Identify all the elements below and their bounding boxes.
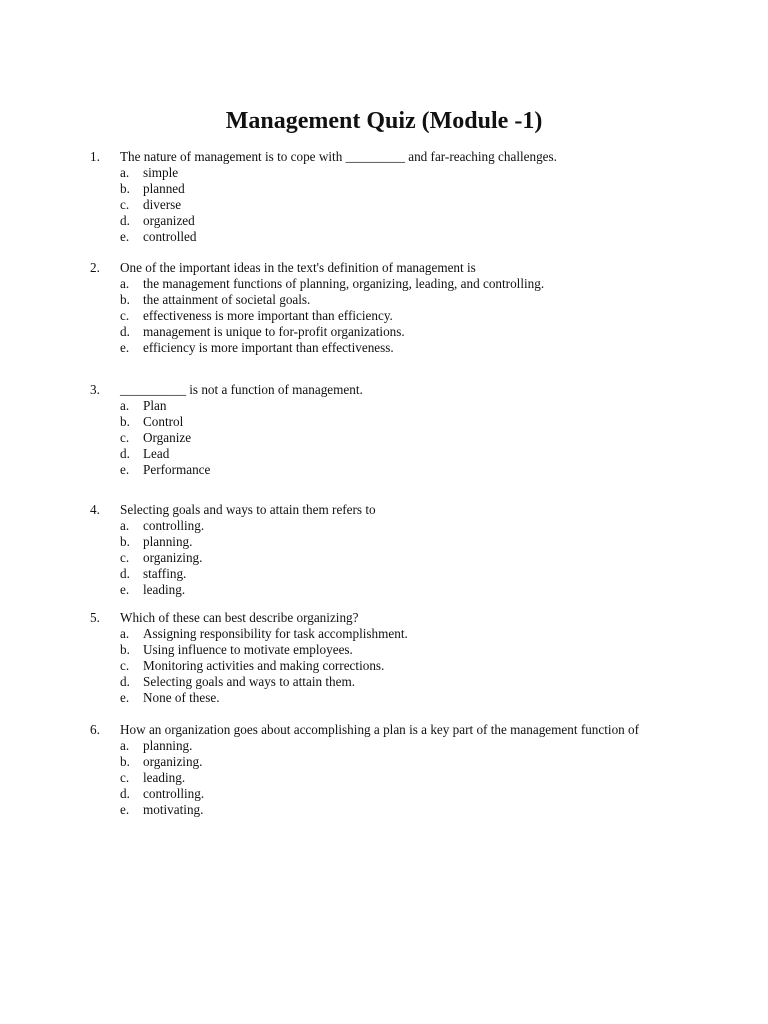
option-item <box>0 229 768 245</box>
option-text: organizing. <box>143 550 203 565</box>
question-text: Which of these can best describe organizing? <box>120 610 359 625</box>
question-text: One of the important ideas in the text's definition of management is <box>120 260 476 275</box>
option-item <box>0 446 768 462</box>
option-text: Using influence to motivate employees. <box>143 642 353 657</box>
option-letter: e. <box>120 690 130 705</box>
option-letter: d. <box>120 786 130 801</box>
option-text: motivating. <box>143 802 204 817</box>
option-text: organized <box>143 213 195 228</box>
option-list <box>0 626 768 706</box>
option-item <box>0 292 768 308</box>
option-text: management is unique to for-profit organizations. <box>143 324 405 339</box>
option-list <box>0 276 768 356</box>
option-letter: a. <box>120 165 130 180</box>
question-1 <box>0 149 768 245</box>
question-number: 5. <box>90 610 100 625</box>
option-text: Control <box>143 414 184 429</box>
option-item <box>0 738 768 754</box>
option-item <box>0 308 768 324</box>
option-letter: b. <box>120 642 130 657</box>
option-letter: e. <box>120 802 130 817</box>
option-text: controlled <box>143 229 197 244</box>
option-text: leading. <box>143 582 186 597</box>
option-letter: c. <box>120 550 130 565</box>
option-item <box>0 340 768 356</box>
option-letter: c. <box>120 770 130 785</box>
option-letter: e. <box>120 582 130 597</box>
option-item <box>0 642 768 658</box>
option-text: the attainment of societal goals. <box>143 292 311 307</box>
option-item <box>0 754 768 770</box>
question-number: 3. <box>90 382 100 397</box>
option-item <box>0 786 768 802</box>
page-title: Management Quiz (Module -1) <box>225 108 543 134</box>
question-5 <box>0 610 768 706</box>
option-letter: b. <box>120 181 130 196</box>
option-text: planning. <box>143 738 193 753</box>
option-text: Monitoring activities and making corrections. <box>143 658 385 673</box>
question-text: How an organization goes about accomplishing a plan is a key part of the management function of <box>120 722 640 737</box>
option-item <box>0 674 768 690</box>
option-text: simple <box>143 165 179 180</box>
option-letter: c. <box>120 308 130 323</box>
option-text: Organize <box>143 430 192 445</box>
option-list <box>0 518 768 598</box>
option-letter: e. <box>120 229 130 244</box>
question-2 <box>0 260 768 356</box>
option-letter: d. <box>120 674 130 689</box>
option-item <box>0 414 768 430</box>
option-letter: b. <box>120 754 130 769</box>
option-letter: d. <box>120 446 130 461</box>
option-letter: a. <box>120 276 130 291</box>
option-item <box>0 770 768 786</box>
option-item <box>0 658 768 674</box>
option-letter: c. <box>120 430 130 445</box>
question-number: 6. <box>90 722 100 737</box>
option-text: None of these. <box>143 690 220 705</box>
option-text: leading. <box>143 770 186 785</box>
option-letter: b. <box>120 292 130 307</box>
question-text: The nature of management is to cope with _________ and far-reaching challenges. <box>120 149 557 164</box>
option-text: organizing. <box>143 754 203 769</box>
question-number: 1. <box>90 149 100 164</box>
option-item <box>0 165 768 181</box>
option-item <box>0 582 768 598</box>
question-number: 2. <box>90 260 100 275</box>
option-letter: d. <box>120 324 130 339</box>
option-letter: b. <box>120 534 130 549</box>
option-text: the management functions of planning, organizing, leading, and controlling. <box>143 276 545 291</box>
option-text: staffing. <box>143 566 187 581</box>
option-item <box>0 181 768 197</box>
option-item <box>0 197 768 213</box>
option-text: Selecting goals and ways to attain them. <box>143 674 356 689</box>
option-item <box>0 324 768 340</box>
question-3 <box>0 382 768 478</box>
option-text: Assigning responsibility for task accomplishment. <box>143 626 408 641</box>
option-text: diverse <box>143 197 182 212</box>
option-item <box>0 626 768 642</box>
option-item <box>0 276 768 292</box>
option-text: controlling. <box>143 518 205 533</box>
option-list <box>0 398 768 478</box>
option-text: Plan <box>143 398 167 413</box>
option-item <box>0 430 768 446</box>
option-item <box>0 213 768 229</box>
question-text: __________ is not a function of management. <box>120 382 363 397</box>
option-letter: a. <box>120 398 130 413</box>
option-item <box>0 398 768 414</box>
option-text: efficiency is more important than effectiveness. <box>143 340 394 355</box>
option-letter: e. <box>120 340 130 355</box>
option-letter: c. <box>120 658 130 673</box>
option-item <box>0 462 768 478</box>
option-item <box>0 534 768 550</box>
option-text: controlling. <box>143 786 205 801</box>
option-letter: d. <box>120 566 130 581</box>
option-list <box>0 738 768 818</box>
option-item <box>0 550 768 566</box>
option-letter: d. <box>120 213 130 228</box>
option-item <box>0 690 768 706</box>
option-item <box>0 518 768 534</box>
option-item <box>0 566 768 582</box>
option-letter: c. <box>120 197 130 212</box>
question-4 <box>0 502 768 598</box>
option-letter: e. <box>120 462 130 477</box>
question-text: Selecting goals and ways to attain them refers to <box>120 502 376 517</box>
option-letter: a. <box>120 626 130 641</box>
option-letter: a. <box>120 518 130 533</box>
question-6 <box>0 722 768 818</box>
option-text: Lead <box>143 446 170 461</box>
option-text: Performance <box>143 462 211 477</box>
question-number: 4. <box>90 502 100 517</box>
option-letter: b. <box>120 414 130 429</box>
option-text: effectiveness is more important than efficiency. <box>143 308 393 323</box>
option-text: planned <box>143 181 185 196</box>
option-list <box>0 165 768 245</box>
option-letter: a. <box>120 738 130 753</box>
option-text: planning. <box>143 534 193 549</box>
option-item <box>0 802 768 818</box>
